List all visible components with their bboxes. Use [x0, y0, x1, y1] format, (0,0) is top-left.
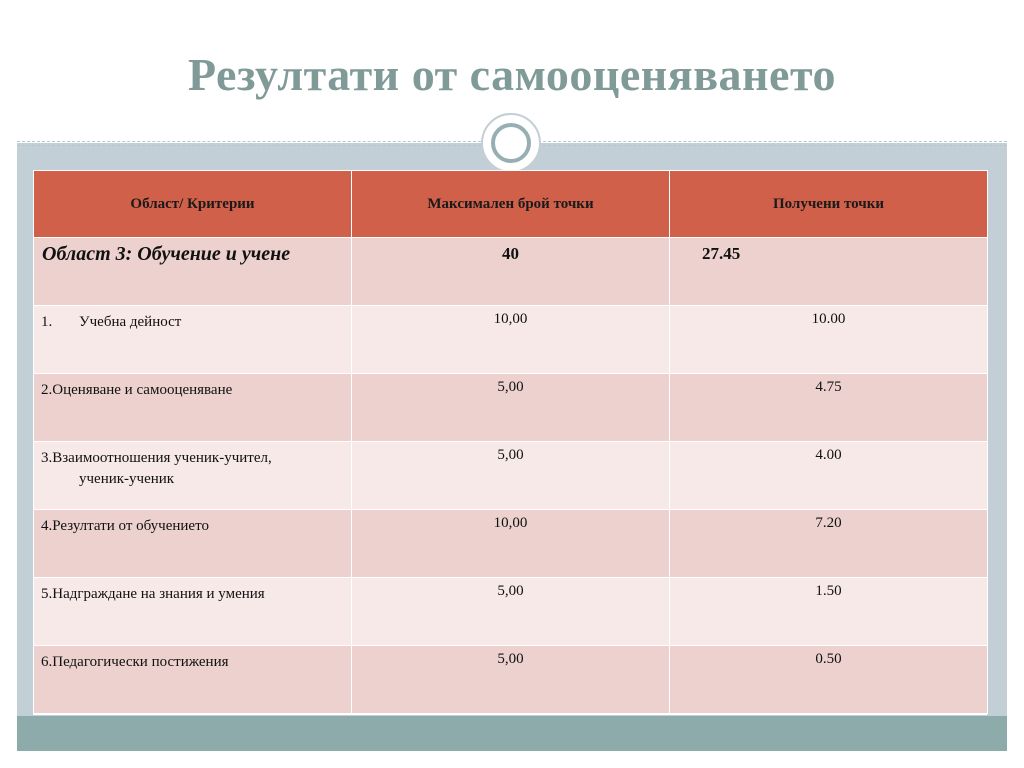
row-max-points: 5,00	[352, 578, 670, 646]
table-row	[34, 442, 988, 510]
row-received-points: 1.50	[670, 578, 988, 646]
circle-ornament-icon	[481, 113, 541, 173]
row-label-text: 3.Взаимоотношения ученик-учител,	[41, 450, 272, 466]
area-label: Област 3: Обучение и учене	[34, 238, 352, 306]
table-row	[34, 306, 988, 374]
table-row	[34, 646, 988, 714]
row-received-points: 4.75	[670, 374, 988, 442]
table-row	[34, 578, 988, 646]
row-label-continuation: ученик-ученик	[79, 471, 175, 487]
footer-bar	[17, 716, 1007, 751]
table-row	[34, 374, 988, 442]
header-received-points: Получени точки	[670, 171, 988, 238]
area-received-points: 27.45	[670, 238, 988, 306]
row-max-points: 5,00	[352, 374, 670, 442]
header-area-criteria: Област/ Критерии	[34, 171, 352, 238]
row-label	[34, 442, 352, 510]
row-label	[34, 306, 352, 374]
row-received-points: 7.20	[670, 510, 988, 578]
row-max-points: 10,00	[352, 306, 670, 374]
row-max-points: 10,00	[352, 510, 670, 578]
table-row	[34, 510, 988, 578]
row-label: 2.Оценяване и самооценяване	[34, 374, 352, 442]
row-number: 1.	[41, 314, 53, 330]
row-label: 5.Надграждане на знания и умения	[34, 578, 352, 646]
row-max-points: 5,00	[352, 646, 670, 714]
results-table	[33, 170, 987, 715]
row-received-points: 10.00	[670, 306, 988, 374]
page-title: Резултати от самооценяването	[188, 49, 836, 100]
row-max-points: 5,00	[352, 442, 670, 510]
row-received-points: 4.00	[670, 442, 988, 510]
row-label-text: Учебна дейност	[79, 314, 182, 330]
row-label: 6.Педагогически постижения	[34, 646, 352, 714]
header-max-points: Максимален брой точки	[352, 171, 670, 238]
row-received-points: 0.50	[670, 646, 988, 714]
row-label: 4.Резултати от обучението	[34, 510, 352, 578]
table-header-row	[34, 171, 988, 238]
area-max-points: 40	[352, 238, 670, 306]
table-row-area	[34, 238, 988, 306]
